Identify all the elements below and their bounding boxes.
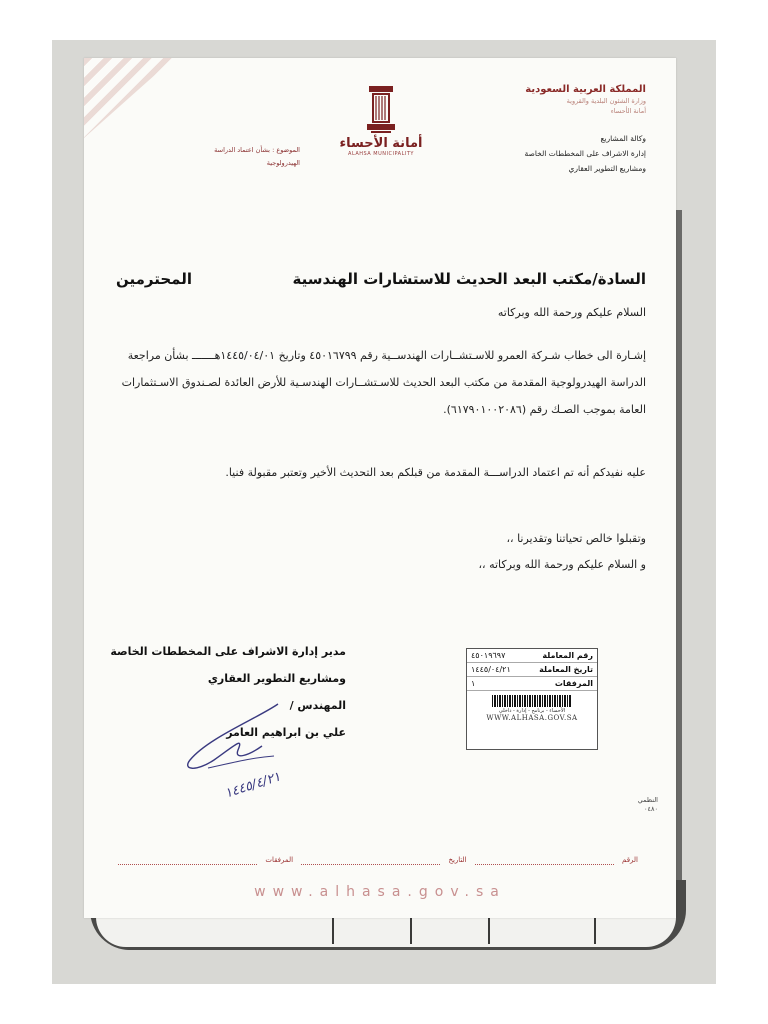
letter-page [84,58,676,918]
letterhead-right [496,84,646,115]
footer-attachments-line [118,856,257,865]
ministry-title: وزارة الشئون البلدية والقروية [566,97,646,105]
footer-attachments-label: المرفقات [265,856,294,864]
stamp-attach-value: ١ [471,679,476,688]
addressee [116,270,646,288]
closing [226,526,646,578]
stamp-ref-row [467,649,597,663]
kingdom-title: المملكة العربية السعودية [525,84,646,95]
handwritten-date: ١٤٤٥/٤/٢١ [223,769,283,802]
department-line1: إدارة الاشراف على المخططات الخاصة [524,149,646,158]
engineer-label: المهندس / [289,699,346,712]
note-line1: النظمي [637,796,658,804]
footer-fields [118,856,638,865]
greeting: السلام عليكم ورحمة الله وبركاته [497,306,646,319]
municipality-title: أمانة الأحساء [610,107,646,115]
subject-line2: الهيدرولوجية [266,159,300,167]
footer-date-line [301,856,440,865]
signatory-name: علي بن ابراهيم العامر [226,726,346,739]
logo-tower-icon [363,82,399,138]
note-line2: ٠٤٨٠ [644,805,658,813]
footer-website: www.alhasa.gov.sa [254,884,506,900]
footer-date-label: التاريخ [448,856,467,864]
municipality-logo [336,82,426,157]
signatory-title-line2: ومشاريع التطوير العقاري [207,672,346,685]
paragraph-reference: إشـارة الى خطاب شـركة العمرو للاسـتشــارات الهندســية رقم ٤٥٠١٦٧٩٩ وتاريخ ١٤٤٥/٠٤/٠١هـــــــ بشأن مراجعة الدراسة الهيدرولوجية المقدمة من مكتب البعد الحديث للاسـتشــارات الهندسـية للأرض العائدة لصـندوق الاسـتثمارات العامة بموجب الصـك رقم (٦١٧٩٠١٠٠٢٠٨٦). [121,349,646,416]
addressee-respected: المحترمين [116,270,193,288]
stamp-ref-value: ٤٥٠١٩٦٩٧ [471,651,506,660]
agency-name: وكالة المشاريع [600,134,646,143]
department-line2: ومشاريع التطوير العقاري [568,164,646,173]
subject-label: الموضوع : [272,146,300,154]
department-block [486,131,646,176]
footer-ref-line [475,856,614,865]
footer-ref-label: الرقم [622,856,638,864]
folder-divider [332,918,334,944]
folder-strip [96,915,676,947]
subject-block [180,144,300,170]
logo-subtitle: ALAHSA MUNICIPALITY [348,151,414,157]
folder-divider [410,918,412,944]
stamp-date-value: ١٤٤٥/٠٤/٢١ [471,665,511,674]
signatory-title-line1: مدير إدارة الاشراف على المخططات الخاصة [110,645,346,658]
margin-note [638,796,658,814]
subject-line1: بشأن اعتماد الدراسة [214,146,270,154]
addressee-name: السادة/مكتب البعد الحديث للاستشارات الهندسية [292,270,646,288]
folder-divider [594,918,596,944]
stamp-attach-row [467,677,597,691]
stamp-ref-label: رقم المعاملة [542,651,593,660]
barcode [492,695,572,707]
stamp-attach-label: المرفقات [554,679,593,688]
closing-line1: وتقبلوا خالص تحياتنا وتقديرنا ،، [506,532,646,545]
handwritten-signature [178,698,288,778]
stamp-url: WWW.ALHASA.GOV.SA [486,714,578,722]
stamp-date-label: تاريخ المعاملة [539,665,593,674]
closing-line2: و السلام عليكم ورحمة الله وبركاته ،، [478,558,646,571]
stamp-small-text: الأحساء - برنامج - إدارة - داخلي [498,708,566,714]
corner-decoration [84,58,174,138]
stamp-date-row [467,663,597,677]
paragraph-approval: عليه نفيدكم أنه تم اعتماد الدراســـة المقدمة من قبلكم بعد التحديث الأخير وتعتبر مقبولة فنيا. [225,466,646,479]
transaction-stamp [466,648,598,750]
logo-name: أمانة الأحساء [339,136,423,151]
folder-divider [488,918,490,944]
